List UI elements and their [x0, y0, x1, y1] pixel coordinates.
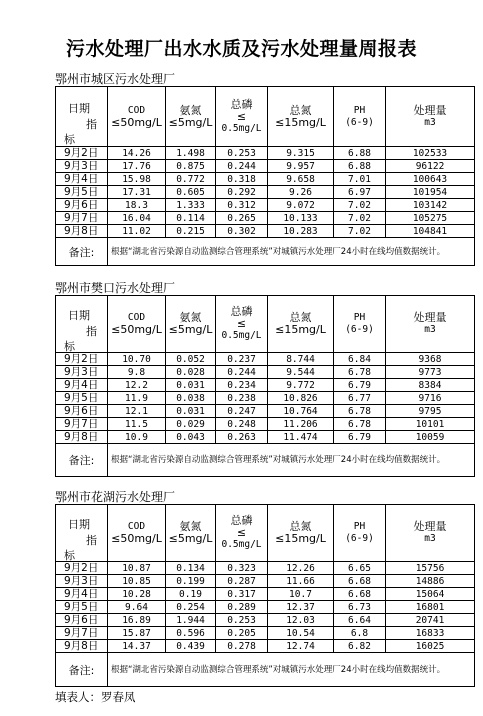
tp-cell: 0.265: [216, 212, 268, 225]
corner-top: 指: [86, 117, 97, 131]
date-cell: 9月7日: [56, 627, 108, 640]
header-row: [56, 296, 475, 353]
cod-header: [108, 296, 166, 353]
ph-cell: 7.02: [334, 212, 386, 225]
vol-cell: 96122: [386, 160, 475, 173]
header-text: ≤: [236, 317, 247, 330]
table-row: [56, 562, 475, 575]
ph-cell: 6.79: [334, 379, 386, 392]
nh-cell: 0.043: [166, 431, 216, 444]
nh-cell: 0.875: [166, 160, 216, 173]
corner-bottom: 日期: [68, 101, 90, 115]
date-cell: 9月2日: [56, 562, 108, 575]
tn-cell: 9.315: [268, 147, 334, 160]
table-row: [56, 418, 475, 431]
vol-cell: 103142: [386, 199, 475, 212]
vol-cell: 9795: [386, 405, 475, 418]
nh-cell: 0.052: [166, 353, 216, 366]
header-text: (6-9): [345, 324, 374, 335]
header-row: [56, 87, 475, 147]
nitrogen-header: [268, 87, 334, 147]
tp-cell: 0.234: [216, 379, 268, 392]
date-cell: 9月5日: [56, 392, 108, 405]
vol-cell: 16025: [386, 640, 475, 653]
date-cell: 9月7日: [56, 418, 108, 431]
date-cell: 9月4日: [56, 379, 108, 392]
header-text: ≤50mg/L: [111, 323, 162, 336]
date-cell: 9月6日: [56, 405, 108, 418]
table-row: [56, 353, 475, 366]
tn-cell: 10.54: [268, 627, 334, 640]
header-text: 氨氮: [179, 103, 202, 117]
table-row: [56, 601, 475, 614]
date-cell: 9月2日: [56, 353, 108, 366]
tn-cell: 12.74: [268, 640, 334, 653]
header-text: 总磷: [230, 305, 253, 318]
tp-cell: 0.244: [216, 366, 268, 379]
tp-cell: 0.278: [216, 640, 268, 653]
nitrogen-header: [268, 505, 334, 562]
tp-cell: 0.238: [216, 392, 268, 405]
cod-header: [108, 87, 166, 147]
corner-top: 指: [86, 325, 97, 338]
ammonia-header: [166, 505, 216, 562]
ph-cell: 6.8: [334, 627, 386, 640]
vol-cell: 15064: [386, 588, 475, 601]
corner-top: 指: [86, 534, 97, 547]
nh-cell: 0.031: [166, 379, 216, 392]
header-text: ≤: [236, 109, 247, 123]
table-row: [56, 147, 475, 160]
phosphorus-header: [216, 87, 268, 147]
cod-cell: 15.98: [108, 173, 166, 186]
vol-cell: 105275: [386, 212, 475, 225]
cod-cell: 15.87: [108, 627, 166, 640]
vol-cell: 9716: [386, 392, 475, 405]
tn-cell: 9.544: [268, 366, 334, 379]
vol-cell: 9368: [386, 353, 475, 366]
plant-name: 鄂州市城区污水处理厂: [55, 72, 176, 86]
tn-cell: 12.03: [268, 614, 334, 627]
table-row: [56, 225, 475, 238]
header-text: ≤5mg/L: [168, 532, 213, 545]
vol-cell: 100643: [386, 173, 475, 186]
cod-cell: 10.70: [108, 353, 166, 366]
table-row: [56, 366, 475, 379]
ph-cell: 6.82: [334, 640, 386, 653]
ph-cell: 6.64: [334, 614, 386, 627]
cod-cell: 10.9: [108, 431, 166, 444]
tn-cell: 11.474: [268, 431, 334, 444]
tp-cell: 0.247: [216, 405, 268, 418]
tn-cell: 10.283: [268, 225, 334, 238]
tp-cell: 0.289: [216, 601, 268, 614]
tp-cell: 0.312: [216, 199, 268, 212]
nh-cell: 0.596: [166, 627, 216, 640]
tp-cell: 0.287: [216, 575, 268, 588]
filled-by: 填表人：罗春凤: [55, 690, 136, 704]
tp-cell: 0.253: [216, 614, 268, 627]
phosphorus-header: [216, 505, 268, 562]
tn-cell: 12.26: [268, 562, 334, 575]
note-label: 备注:: [56, 238, 108, 266]
volume-header: [386, 296, 475, 353]
table-row: [56, 199, 475, 212]
tp-cell: 0.244: [216, 160, 268, 173]
ph-header: [334, 505, 386, 562]
tn-cell: 9.772: [268, 379, 334, 392]
nh-cell: 0.029: [166, 418, 216, 431]
ph-cell: 6.78: [334, 418, 386, 431]
header-text: PH: [353, 104, 366, 116]
date-cell: 9月4日: [56, 173, 108, 186]
cod-cell: 9.64: [108, 601, 166, 614]
date-cell: 9月8日: [56, 640, 108, 653]
header-text: (6-9): [345, 533, 374, 544]
ph-cell: 7.02: [334, 199, 386, 212]
header-text: 总磷: [230, 514, 253, 527]
vol-cell: 16801: [386, 601, 475, 614]
corner-mid: 标: [64, 132, 75, 146]
ammonia-header: [166, 296, 216, 353]
nh-cell: 0.772: [166, 173, 216, 186]
nh-cell: 0.038: [166, 392, 216, 405]
cod-cell: 14.26: [108, 147, 166, 160]
nh-cell: 0.254: [166, 601, 216, 614]
tp-cell: 0.318: [216, 173, 268, 186]
tp-cell: 0.253: [216, 147, 268, 160]
table-row: [56, 186, 475, 199]
header-text: PH: [353, 312, 366, 323]
nitrogen-header: [268, 296, 334, 353]
ph-cell: 6.68: [334, 575, 386, 588]
ph-cell: 6.84: [334, 353, 386, 366]
cod-cell: 12.2: [108, 379, 166, 392]
header-text: ≤50mg/L: [111, 532, 162, 545]
cod-cell: 10.28: [108, 588, 166, 601]
date-cell: 9月3日: [56, 160, 108, 173]
date-cell: 9月7日: [56, 212, 108, 225]
ph-cell: 6.73: [334, 601, 386, 614]
header-text: ≤: [236, 526, 247, 539]
tn-cell: 9.658: [268, 173, 334, 186]
cod-cell: 17.31: [108, 186, 166, 199]
cod-cell: 11.02: [108, 225, 166, 238]
note-row: [56, 653, 475, 687]
table-row: [56, 588, 475, 601]
ph-cell: 6.65: [334, 562, 386, 575]
table-row: [56, 640, 475, 653]
vol-cell: 15756: [386, 562, 475, 575]
header-text: COD: [127, 521, 146, 532]
cod-cell: 11.9: [108, 392, 166, 405]
cod-cell: 16.04: [108, 212, 166, 225]
ph-cell: 6.78: [334, 366, 386, 379]
ph-header: [334, 296, 386, 353]
corner-bottom: 日期: [68, 309, 90, 322]
corner-header: [56, 87, 108, 147]
header-text: COD: [127, 104, 146, 116]
table-row: [56, 405, 475, 418]
cod-header: [108, 505, 166, 562]
vol-cell: 9773: [386, 366, 475, 379]
header-row: [56, 505, 475, 562]
water-quality-table: [55, 504, 475, 687]
header-text: ≤15mg/L: [275, 115, 326, 129]
header-text: m3: [424, 533, 436, 544]
header-text: ≤5mg/L: [168, 323, 213, 336]
nh-cell: 0.134: [166, 562, 216, 575]
table-row: [56, 575, 475, 588]
header-text: ≤15mg/L: [275, 323, 326, 336]
tn-cell: 11.206: [268, 418, 334, 431]
vol-cell: 14886: [386, 575, 475, 588]
note-row: [56, 444, 475, 477]
vol-cell: 20741: [386, 614, 475, 627]
volume-header: [386, 505, 475, 562]
header-text: ≤50mg/L: [111, 115, 162, 129]
header-text: (6-9): [345, 116, 374, 128]
header-text: 0.5mg/L: [221, 330, 262, 341]
tn-cell: 9.26: [268, 186, 334, 199]
table-row: [56, 392, 475, 405]
cod-cell: 17.76: [108, 160, 166, 173]
nh-cell: 0.028: [166, 366, 216, 379]
cod-cell: 18.3: [108, 199, 166, 212]
corner-header: [56, 505, 108, 562]
note-text: 根据“湖北省污染源自动监测综合管理系统”对城镇污水处理厂24小时在线均值数据统计。: [108, 444, 475, 477]
vol-cell: 10059: [386, 431, 475, 444]
plant-name: 鄂州市樊口污水处理厂: [55, 281, 176, 295]
cod-cell: 12.1: [108, 405, 166, 418]
nh-cell: 1.498: [166, 147, 216, 160]
note-label: 备注:: [56, 653, 108, 687]
plant-name: 鄂州市花湖污水处理厂: [55, 490, 176, 504]
cod-cell: 11.5: [108, 418, 166, 431]
tp-cell: 0.248: [216, 418, 268, 431]
vol-cell: 101954: [386, 186, 475, 199]
header-text: PH: [353, 521, 366, 532]
tp-cell: 0.205: [216, 627, 268, 640]
corner-mid: 标: [64, 549, 75, 562]
note-row: [56, 238, 475, 266]
header-text: m3: [424, 116, 436, 128]
note-label: 备注:: [56, 444, 108, 477]
table-row: [56, 173, 475, 186]
tp-cell: 0.323: [216, 562, 268, 575]
nh-cell: 1.944: [166, 614, 216, 627]
header-text: 总磷: [230, 97, 253, 111]
header-text: 总氮: [289, 311, 312, 324]
nh-cell: 1.333: [166, 199, 216, 212]
phosphorus-header: [216, 296, 268, 353]
cod-cell: 16.89: [108, 614, 166, 627]
vol-cell: 10101: [386, 418, 475, 431]
table-row: [56, 379, 475, 392]
ph-cell: 6.77: [334, 392, 386, 405]
table-row: [56, 160, 475, 173]
header-text: 0.5mg/L: [221, 539, 262, 550]
nh-cell: 0.199: [166, 575, 216, 588]
vol-cell: 8384: [386, 379, 475, 392]
volume-header: [386, 87, 475, 147]
water-quality-table: [55, 295, 475, 477]
date-cell: 9月8日: [56, 225, 108, 238]
ph-cell: 6.68: [334, 588, 386, 601]
ph-cell: 6.88: [334, 147, 386, 160]
table-row: [56, 431, 475, 444]
date-cell: 9月8日: [56, 431, 108, 444]
tp-cell: 0.317: [216, 588, 268, 601]
cod-cell: 9.8: [108, 366, 166, 379]
date-cell: 9月6日: [56, 199, 108, 212]
ph-cell: 6.88: [334, 160, 386, 173]
vol-cell: 104841: [386, 225, 475, 238]
ph-cell: 7.02: [334, 225, 386, 238]
date-cell: 9月4日: [56, 588, 108, 601]
vol-cell: 102533: [386, 147, 475, 160]
header-text: 处理量: [413, 311, 447, 324]
ph-cell: 6.79: [334, 431, 386, 444]
tn-cell: 9.957: [268, 160, 334, 173]
header-text: COD: [127, 312, 146, 323]
table-row: [56, 614, 475, 627]
header-text: 氨氮: [179, 311, 202, 324]
header-text: 0.5mg/L: [221, 122, 262, 134]
header-text: 氨氮: [179, 520, 202, 533]
date-cell: 9月5日: [56, 186, 108, 199]
tp-cell: 0.292: [216, 186, 268, 199]
cod-cell: 10.87: [108, 562, 166, 575]
tp-cell: 0.302: [216, 225, 268, 238]
corner-header: [56, 296, 108, 353]
page-title: 污水处理厂出水水质及污水处理量周报表: [65, 38, 417, 60]
tn-cell: 10.764: [268, 405, 334, 418]
water-quality-table: [55, 86, 475, 266]
corner-bottom: 日期: [68, 518, 90, 531]
tn-cell: 11.66: [268, 575, 334, 588]
date-cell: 9月6日: [56, 614, 108, 627]
header-text: ≤5mg/L: [168, 115, 213, 129]
date-cell: 9月2日: [56, 147, 108, 160]
date-cell: 9月5日: [56, 601, 108, 614]
ph-cell: 6.78: [334, 405, 386, 418]
ph-cell: 7.01: [334, 173, 386, 186]
ph-header: [334, 87, 386, 147]
nh-cell: 0.605: [166, 186, 216, 199]
tn-cell: 9.072: [268, 199, 334, 212]
cod-cell: 10.85: [108, 575, 166, 588]
table-row: [56, 212, 475, 225]
nh-cell: 0.19: [166, 588, 216, 601]
header-text: 总氮: [289, 520, 312, 533]
header-text: ≤15mg/L: [275, 532, 326, 545]
nh-cell: 0.031: [166, 405, 216, 418]
table-row: [56, 627, 475, 640]
tp-cell: 0.263: [216, 431, 268, 444]
note-text: 根据“湖北省污染源自动监测综合管理系统”对城镇污水处理厂24小时在线均值数据统计。: [108, 653, 475, 687]
tn-cell: 12.37: [268, 601, 334, 614]
nh-cell: 0.114: [166, 212, 216, 225]
header-text: 总氮: [289, 103, 312, 117]
cod-cell: 14.37: [108, 640, 166, 653]
header-text: 处理量: [413, 520, 447, 533]
ammonia-header: [166, 87, 216, 147]
note-text: 根据“湖北省污染源自动监测综合管理系统”对城镇污水处理厂24小时在线均值数据统计。: [108, 238, 475, 266]
date-cell: 9月3日: [56, 366, 108, 379]
header-text: m3: [424, 324, 436, 335]
ph-cell: 6.97: [334, 186, 386, 199]
tn-cell: 10.826: [268, 392, 334, 405]
tn-cell: 10.7: [268, 588, 334, 601]
tn-cell: 8.744: [268, 353, 334, 366]
tp-cell: 0.237: [216, 353, 268, 366]
nh-cell: 0.215: [166, 225, 216, 238]
date-cell: 9月3日: [56, 575, 108, 588]
nh-cell: 0.439: [166, 640, 216, 653]
vol-cell: 16833: [386, 627, 475, 640]
tn-cell: 10.133: [268, 212, 334, 225]
corner-mid: 标: [64, 340, 75, 353]
header-text: 处理量: [413, 103, 447, 117]
